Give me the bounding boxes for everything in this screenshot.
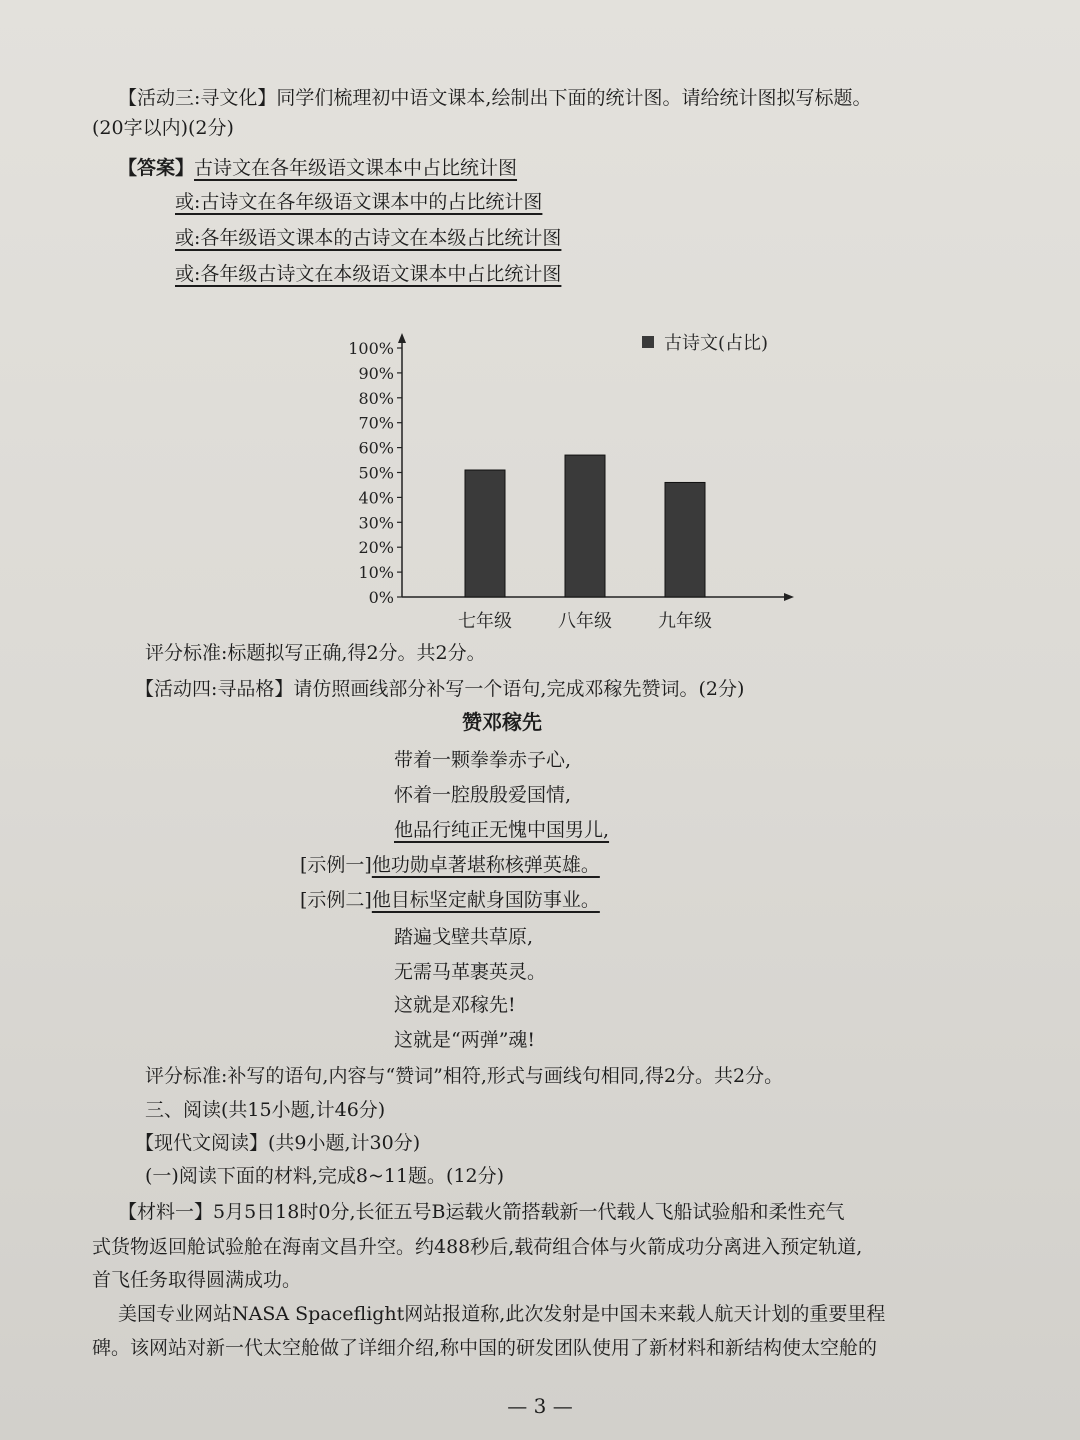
category-label: 七年级 xyxy=(458,611,512,632)
legend-label: 古诗文(占比) xyxy=(664,333,769,354)
y-tick-label: 10% xyxy=(358,563,394,583)
bar-3 xyxy=(665,482,705,597)
activity3-line2: (20字以内)(2分) xyxy=(92,117,234,139)
activity3-line1: 【活动三:寻文化】同学们梳理初中语文课本,绘制出下面的统计图。请给统计图拟写标题。 xyxy=(118,87,872,109)
bar-1 xyxy=(465,470,505,597)
answer-label: 【答案】 xyxy=(118,157,195,179)
y-tick-label: 90% xyxy=(358,363,394,383)
poem-line-1: 带着一颗拳拳赤子心, xyxy=(394,749,572,771)
poem-line-7: 这就是“两弹”魂! xyxy=(394,1029,536,1051)
y-tick-label: 0% xyxy=(368,588,394,607)
example-2-text: 他目标坚定献身国防事业。 xyxy=(371,889,600,911)
poem-line-2: 怀着一腔殷殷爱国情, xyxy=(394,784,572,806)
material-1-line-5: 碑。该网站对新一代太空舱做了详细介绍,称中国的研发团队使用了新材料和新结构使太空舱的 xyxy=(92,1337,878,1359)
x-axis-arrow xyxy=(784,593,794,601)
y-tick-label: 100% xyxy=(348,339,394,358)
example-1-text: 他功勋卓著堪称核弹英雄。 xyxy=(371,854,600,876)
answer-option-4: 或:各年级古诗文在本级语文课本中占比统计图 xyxy=(175,263,562,285)
y-tick-label: 70% xyxy=(358,413,394,433)
page-number: — 3 — xyxy=(507,1394,573,1418)
y-tick-label: 80% xyxy=(358,388,394,408)
activity4-prompt: 【活动四:寻品格】请仿照画线部分补写一个语句,完成邓稼先赞词。(2分) xyxy=(135,678,745,700)
y-tick-label: 30% xyxy=(358,513,394,533)
poem-line-5: 无需马革裹英灵。 xyxy=(394,961,547,983)
legend-swatch xyxy=(642,336,654,348)
answer-option-1: 古诗文在各年级语文课本中占比统计图 xyxy=(194,157,518,179)
poem-example-2 xyxy=(300,888,600,912)
bar-2 xyxy=(565,455,605,597)
material-1-line-3: 首飞任务取得圆满成功。 xyxy=(92,1269,302,1291)
section-3-heading: 三、阅读(共15小题,计46分) xyxy=(145,1099,386,1121)
category-label: 八年级 xyxy=(558,611,612,632)
material-1-line-4: 美国专业网站NASA Spaceflight网站报道称,此次发射是中国未来载人航天计划的重要里程 xyxy=(118,1303,886,1325)
category-label: 九年级 xyxy=(658,611,712,632)
example-2-label: [示例二] xyxy=(300,889,372,911)
modern-reading-heading: 【现代文阅读】(共9小题,计30分) xyxy=(135,1132,421,1154)
poem-line-3: 他品行纯正无愧中国男儿, xyxy=(394,819,610,841)
answer-option-3: 或:各年级语文课本的古诗文在本级占比统计图 xyxy=(175,227,562,249)
y-axis-arrow xyxy=(398,333,406,343)
poem-title: 赞邓稼先 xyxy=(462,710,542,734)
example-1-label: [示例一] xyxy=(300,854,372,876)
poem-example-1 xyxy=(300,853,600,877)
scoring-2: 评分标准:补写的语句,内容与“赞词”相符,形式与画线句相同,得2分。共2分。 xyxy=(145,1065,784,1087)
poem-line-6: 这就是邓稼先! xyxy=(394,994,516,1016)
material-1-line-1: 【材料一】5月5日18时0分,长征五号B运载火箭搭载新一代载人飞船试验船和柔性充气 xyxy=(118,1201,845,1223)
y-tick-label: 40% xyxy=(358,488,394,508)
scoring-1: 评分标准:标题拟写正确,得2分。共2分。 xyxy=(145,642,486,664)
part-1-heading: (一)阅读下面的材料,完成8~11题。(12分) xyxy=(145,1165,505,1187)
poem-line-4: 踏遍戈壁共草原, xyxy=(394,926,534,948)
y-tick-label: 20% xyxy=(358,538,394,558)
y-tick-label: 60% xyxy=(358,438,394,458)
answer-option-2: 或:古诗文在各年级语文课本中的占比统计图 xyxy=(175,191,543,213)
answer-row xyxy=(118,156,517,180)
y-tick-label: 50% xyxy=(358,463,394,483)
material-1-line-2: 式货物返回舱试验舱在海南文昌升空。约488秒后,载荷组合体与火箭成功分离进入预定轨道, xyxy=(92,1236,863,1258)
